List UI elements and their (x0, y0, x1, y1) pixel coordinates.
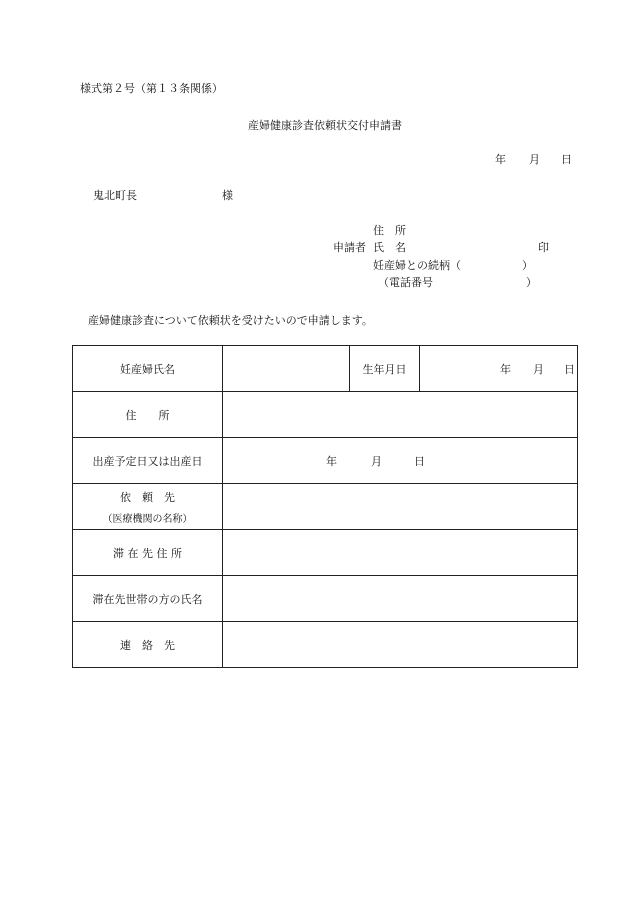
table-row (73, 530, 578, 576)
table-row (73, 576, 578, 622)
applicant-label: 申請者 (333, 241, 366, 254)
birthdate-year: 年 (500, 362, 511, 376)
phone-label: （電話番号 (378, 276, 433, 289)
form-number: 様式第２号（第１３条関係） (80, 82, 223, 95)
birthdate-label: 生年月日 (350, 346, 420, 392)
table-row (73, 622, 578, 668)
seal-mark: 印 (538, 241, 549, 254)
addressee-name: 鬼北町長 (93, 189, 137, 202)
request-destination-title: 依 頼 先 (120, 490, 175, 504)
birthdate-month: 月 (533, 362, 544, 376)
relation-close: ） (522, 259, 533, 272)
phone-close: ） (526, 276, 537, 289)
page-title: 産婦健康診査依頼状交付申請書 (248, 119, 402, 132)
pregnant-name-label: 妊産婦氏名 (73, 346, 223, 392)
statement-text: 産婦健康診査について依頼状を受けたいので申請します。 (88, 314, 373, 327)
addressee-honorific: 様 (222, 189, 233, 202)
due-date-day: 日 (414, 454, 425, 468)
table-row (73, 392, 578, 438)
due-date-month: 月 (371, 454, 382, 468)
relation-label: 妊産婦との続柄（ (373, 259, 461, 272)
stay-household-name-field[interactable] (223, 576, 578, 622)
request-destination-label (73, 484, 223, 530)
application-table (72, 345, 578, 668)
contact-field[interactable] (223, 622, 578, 668)
stay-address-field[interactable] (223, 530, 578, 576)
stay-household-name-label: 滞在先世帯の方の氏名 (73, 576, 223, 622)
due-date-label: 出産予定日又は出産日 (73, 438, 223, 484)
address-field[interactable] (223, 392, 578, 438)
table-row (73, 484, 578, 530)
table-row (73, 438, 578, 484)
pregnant-name-field[interactable] (223, 346, 350, 392)
address-label: 住 所 (73, 392, 223, 438)
table-row (73, 346, 578, 392)
stay-address-label: 滞 在 先 住 所 (73, 530, 223, 576)
applicant-name-label: 氏 名 (373, 241, 406, 254)
date-year-label: 年 (495, 153, 506, 166)
contact-label: 連 絡 先 (73, 622, 223, 668)
request-destination-sublabel: （医療機関の名称） (102, 513, 193, 525)
due-date-year: 年 (326, 454, 337, 468)
applicant-address-label: 住 所 (373, 224, 406, 237)
due-date-field[interactable] (223, 438, 578, 484)
birthdate-day: 日 (564, 362, 575, 376)
date-month-label: 月 (529, 153, 540, 166)
request-destination-field[interactable] (223, 484, 578, 530)
birthdate-field[interactable] (420, 346, 578, 392)
date-day-label: 日 (561, 153, 572, 166)
